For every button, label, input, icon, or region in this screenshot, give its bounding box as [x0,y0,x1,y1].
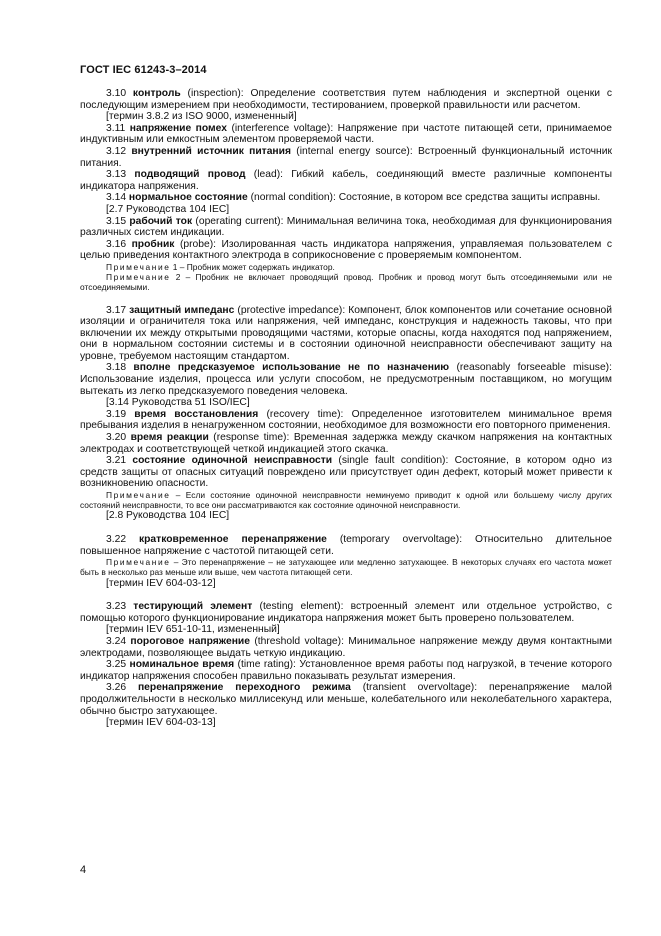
term-name: вполне предсказуемое использование не по назначению [133,362,450,374]
term-definition [80,216,612,239]
term-number: 3.21 [106,455,127,467]
source-reference: [термин IEV 651-10-11, измененный] [106,624,280,636]
spacer [80,293,612,305]
term-number: 3.24 [106,635,127,647]
document-body [80,88,612,729]
term-name: рабочий ток [129,215,193,227]
term-name: время реакции [130,432,209,444]
term-number: 3.13 [106,169,127,181]
note-label: Примечание [106,272,171,283]
term-name: контроль [132,88,181,99]
term-text: (response time): Временная задержка между скачком напряжения на контактных электродах и соответствующей четкой индикацией этого скачка. [80,432,612,455]
term-name: защитный импеданс [129,304,235,316]
term-definition [80,409,612,432]
term-definition [80,534,612,557]
term-definition [80,682,612,717]
source-reference: [3.14 Руководства 51 ISO/IEC] [106,397,250,409]
term-number: 3.26 [106,682,127,694]
term-text: (protective impedance): Компонент, блок компонентов или сочетание основной изоляции и ограничителя тока или напряжения, чей импеданс, конструкция и надежность таковы, что при включении их между открытыми проводящими частями, которые опасны, когда находятся под напряжением, они в нормальном состоянии системы и в состоянии одиночной неисправности обеспечивают защиту на уровне, требуемом настоящим стандартом. [80,304,612,362]
term-definition [80,192,612,204]
term-text: (inspection): Определение соответствия путем наблюдения и экспертной оценки с последующим измерением при необходимости, тестированием, проверкой правильности или расчетом. [80,88,612,111]
term-text: (recovery time): Определенное изготовителем минимальное время пребывания изделия в ненагруженном состоянии, необходимое для возможности его повторного применения. [80,408,612,432]
term-text: (reasonably forseeable misuse): Использование изделия, процесса или услуги способом, не предусмотренным поставщиком, но могущим вытекать из легко предсказуемого поведения человека. [80,362,612,397]
term-definition [80,659,612,682]
note-label: Примечание [106,261,171,272]
source-reference: [2.7 Руководства 104 IEC] [106,203,230,215]
note-text: 1 – Пробник может содержать индикатор. [170,261,335,272]
term-text: (lead): Гибкий кабель, соединяющий вместе различные компоненты индикатора напряжения. [80,169,612,192]
term-text: (transient overvoltage): перенапряжение малой продолжительности в несколько миллисекунд или меньше, колебательного или неколебательного характера, обычно быстро затухающее. [80,682,612,717]
note [80,557,612,577]
term-name: напряжение помех [129,122,227,134]
term-number: 3.25 [106,659,127,671]
note-text: 2 – Пробник не включает проводящий провод. Пробник и провод могут быть отсоединяемыми или не отсоединяемыми. [80,272,612,293]
term-definition [80,88,612,111]
term-definition [80,146,612,169]
term-definition [80,169,612,192]
source-reference: [термин 3.8.2 из ISO 9000, измененный] [106,111,297,123]
note [80,262,612,272]
document-header: ГОСТ IEC 61243-3–2014 [80,64,207,76]
term-number: 3.10 [106,88,127,99]
note-text: – Это перенапряжение – не затухающее или медленно затухающее. В некоторых случаях его частота может быть в несколько раз меньше или выше, чем частота питающей сети. [80,557,612,578]
spacer [80,522,612,534]
term-text: (temporary overvoltage): Относительно длительное повышенное напряжение с частотой питающей сети. [80,534,612,557]
term-text: (time rating): Установленное время работы под нагрузкой, в течение которого индикатор напряжения способен правильно показывать результат измерения. [80,659,612,682]
term-text: (testing element): встроенный элемент или отдельное устройство, с помощью которого функционирование индикатора напряжения может быть проверено пользователем. [80,601,612,624]
term-name: состояние одиночной неисправности [132,455,333,467]
term-number: 3.19 [106,408,127,420]
term-number: 3.22 [106,534,127,546]
source-reference: [2.8 Руководства 104 IEC] [106,510,230,522]
term-text: (internal energy source): Встроенный функциональный источник питания. [80,145,612,169]
source-reference: [термин IEV 604-03-12] [106,577,216,589]
term-number: 3.18 [106,362,127,374]
term-number: 3.23 [106,601,127,613]
term-number: 3.16 [106,238,127,250]
term-name: номинальное время [129,659,235,671]
page-number: 4 [80,864,87,876]
term-definition [80,601,612,624]
term-definition [80,636,612,659]
note-label: Примечание [106,490,171,501]
note [80,272,612,292]
term-name: нормальное состояние [128,192,248,204]
spacer [80,589,612,601]
source-reference: [термин IEV 604-03-13] [106,717,216,729]
note [80,490,612,510]
term-number: 3.14 [106,192,127,204]
term-number: 3.15 [106,215,127,227]
term-name: перенапряжение переходного режима [137,682,351,694]
term-name: пороговое напряжение [130,635,250,647]
term-definition [80,455,612,490]
term-definition [80,432,612,455]
term-number: 3.20 [106,432,127,444]
term-text: (interference voltage): Напряжение при частоте питающей сети, принимаемое индуктивным или емкостным элементом проверяемой части. [80,122,612,146]
term-definition [80,305,612,363]
term-text: (probe): Изолированная часть индикатора напряжения, управляемая пользователем с целью приведения контактного электрода в соприкосновение с проверяемым компонентом. [80,238,612,262]
term-text: (threshold voltage): Минимальное напряжение между двумя контактными электродами, позволяющее выдать четкую индикацию. [80,635,612,659]
term-name: кратковременное перенапряжение [138,534,327,546]
term-name: внутренний источник питания [131,145,291,157]
term-name: время восстановления [134,408,259,420]
term-number: 3.17 [106,304,127,316]
term-definition [80,123,612,146]
term-text: (single fault condition): Состояние, в котором одно из средств защиты от опасных ситуаций повреждено или присутствует один дефект, который может привести к возникновению опасности. [80,455,612,490]
note-label: Примечание [106,557,171,568]
term-definition [80,239,612,262]
term-number: 3.12 [106,145,127,157]
term-name: тестирующий элемент [133,601,253,613]
term-number: 3.11 [106,122,126,134]
term-definition [80,362,612,397]
note-text: – Если состояние одиночной неисправности неминуемо приводит к одной или большему числу других состояний неисправности, то все они рассматриваются как состояние одиночной неисправности. [80,490,612,511]
term-name: подводящий провод [134,169,246,181]
term-name: пробник [131,238,175,250]
term-text: (operating current): Минимальная величина тока, необходимая для функционирования различных систем индикации. [80,215,612,239]
term-text: (normal condition): Состояние, в котором все средства защиты исправны. [247,192,601,204]
